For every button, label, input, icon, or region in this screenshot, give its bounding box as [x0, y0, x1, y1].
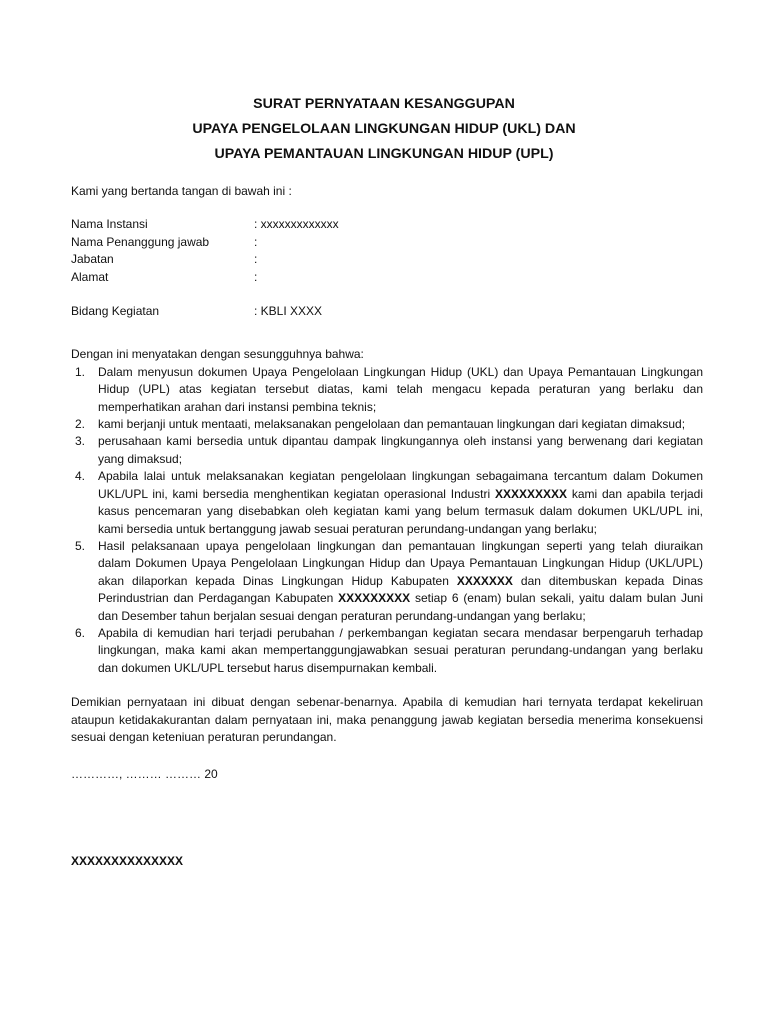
- point-text: Apabila di kemudian hari terjadi perubahan / perkembangan kegiatan secara mendasar berpengaruh terhadap lingkungan, maka kami akan mempertanggungjawabkan sesuai peraturan perundang-undangan yang berlaku dan dokumen UKL/UPL tersebut harus disempurnakan kembali.: [98, 625, 703, 675]
- field-value: : KBLI XXXX: [254, 304, 323, 319]
- point-text: Apabila lalai untuk melaksanakan kegiatan pengelolaan lingkungan sebagaimana tercantum dalam Dokumen UKL/UPL ini, kami bersedia menghentikan kegiatan operasional Industri: [98, 469, 703, 501]
- statement-point-3: [71, 433, 703, 468]
- identity-fields: [71, 216, 703, 286]
- title-line-3: UPAYA PEMANTAUAN LINGKUNGAN HIDUP (UPL): [214, 146, 554, 162]
- point-text: kami berjanji untuk mentaati, melaksanakan pengelolaan dan pemantauan lingkungan dari kegiatan dimaksud;: [98, 417, 686, 432]
- field-value: :: [254, 252, 258, 267]
- industry-placeholder: XXXXXXXXX: [494, 486, 567, 501]
- document-title: [0, 92, 768, 167]
- signer-name: XXXXXXXXXXXXXX: [71, 853, 184, 868]
- field-value: : xxxxxxxxxxxxx: [254, 217, 339, 232]
- kabupaten-placeholder: XXXXXXX: [456, 573, 513, 588]
- point-number: 4.: [75, 469, 86, 484]
- field-label: Alamat: [71, 269, 109, 284]
- point-text: Dalam menyusun dokumen Upaya Pengelolaan Lingkungan Hidup (UKL) dan Upaya Pemantauan Lingkungan Hidup (UPL) atas kegiatan tersebut diatas, kami telah mengacu kepada peraturan yang berlaku dan memperhatikan arahan dari instansi pembina teknis;: [98, 364, 703, 414]
- field-alamat: [71, 269, 703, 286]
- title-line-2: UPAYA PENGELOLAAN LINGKUNGAN HIDUP (UKL) DAN: [192, 121, 576, 137]
- field-label: Nama Instansi: [71, 217, 148, 232]
- field-label: Bidang Kegiatan: [71, 304, 160, 319]
- field-label: Jabatan: [71, 252, 114, 267]
- point-number: 2.: [75, 417, 86, 432]
- field-value: :: [254, 269, 258, 284]
- closing-paragraph: Demikian pernyataan ini dibuat dengan sebenar-benarnya. Apabila di kemudian hari ternyata terdapat kekeliruan ataupun ketidakakurantan dalam pernyataan ini, maka penanggung jawab kegiatan bersedia menerima konsekuensi sesuai dengan keteniuan peraturan perundangan.: [71, 695, 703, 744]
- point-number: 1.: [75, 364, 86, 379]
- field-label: Nama Penanggung jawab: [71, 234, 210, 249]
- point-number: 5.: [75, 538, 86, 553]
- date-line: …………, ……… ……… 20: [71, 767, 218, 782]
- statement-point-4: [71, 468, 703, 538]
- field-nama-instansi: [71, 216, 703, 233]
- kabupaten-placeholder-2: XXXXXXXXX: [338, 591, 411, 606]
- point-text-cont: dan ditembuskan kepada Dinas Perindustrian dan Perdagangan Kabupaten: [98, 573, 703, 606]
- point-number: 3.: [75, 434, 86, 449]
- field-bidang-kegiatan: [71, 303, 703, 320]
- document-page: [71, 92, 703, 870]
- intro-text: Kami yang bertanda tangan di bawah ini :: [71, 184, 292, 198]
- point-text: Hasil pelaksanaan upaya pengelolaan lingkungan dan pemantauan lingkungan seperti yang telah diuraikan dalam Dokumen Upaya Pengelolaan Lingkungan Hidup dan Upaya Pemantauan Lingkungan Hidup (UKL/UPL) akan dilaporkan kepada Dinas Lingkungan Hidup Kabupaten: [98, 538, 703, 588]
- point-text-end: setiap 6 (enam) bulan sekali, yaitu dalam bulan Juni dan Desember tahun berjalan sesuai dengan peraturan perundang-undangan yang berlaku;: [98, 591, 704, 623]
- statement-points: [71, 364, 703, 677]
- point-number: 6.: [75, 625, 86, 640]
- point-text-cont: kami dan apabila terjadi kasus pencemaran yang disebabkan oleh kegiatan kami yang belum termasuk dalam dokumen UKL/UPL ini, kami bersedia untuk bertanggung jawab sesuai peraturan perundang-undangan yang berlaku;: [98, 486, 703, 536]
- statement-intro: Dengan ini menyatakan dengan sesungguhnya bahwa:: [71, 347, 364, 362]
- field-nama-penanggung-jawab: [71, 234, 703, 251]
- field-value: :: [254, 234, 258, 249]
- statement-point-1: [71, 364, 703, 416]
- statement-point-5: [71, 538, 703, 625]
- statement-point-2: [71, 416, 703, 433]
- field-jabatan: [71, 251, 703, 268]
- statement-point-6: [71, 625, 703, 677]
- title-line-1: SURAT PERNYATAAN KESANGGUPAN: [253, 96, 515, 112]
- point-text: perusahaan kami bersedia untuk dipantau dampak lingkungannya oleh instansi yang berwenang dari kegiatan yang dimaksud;: [98, 434, 703, 466]
